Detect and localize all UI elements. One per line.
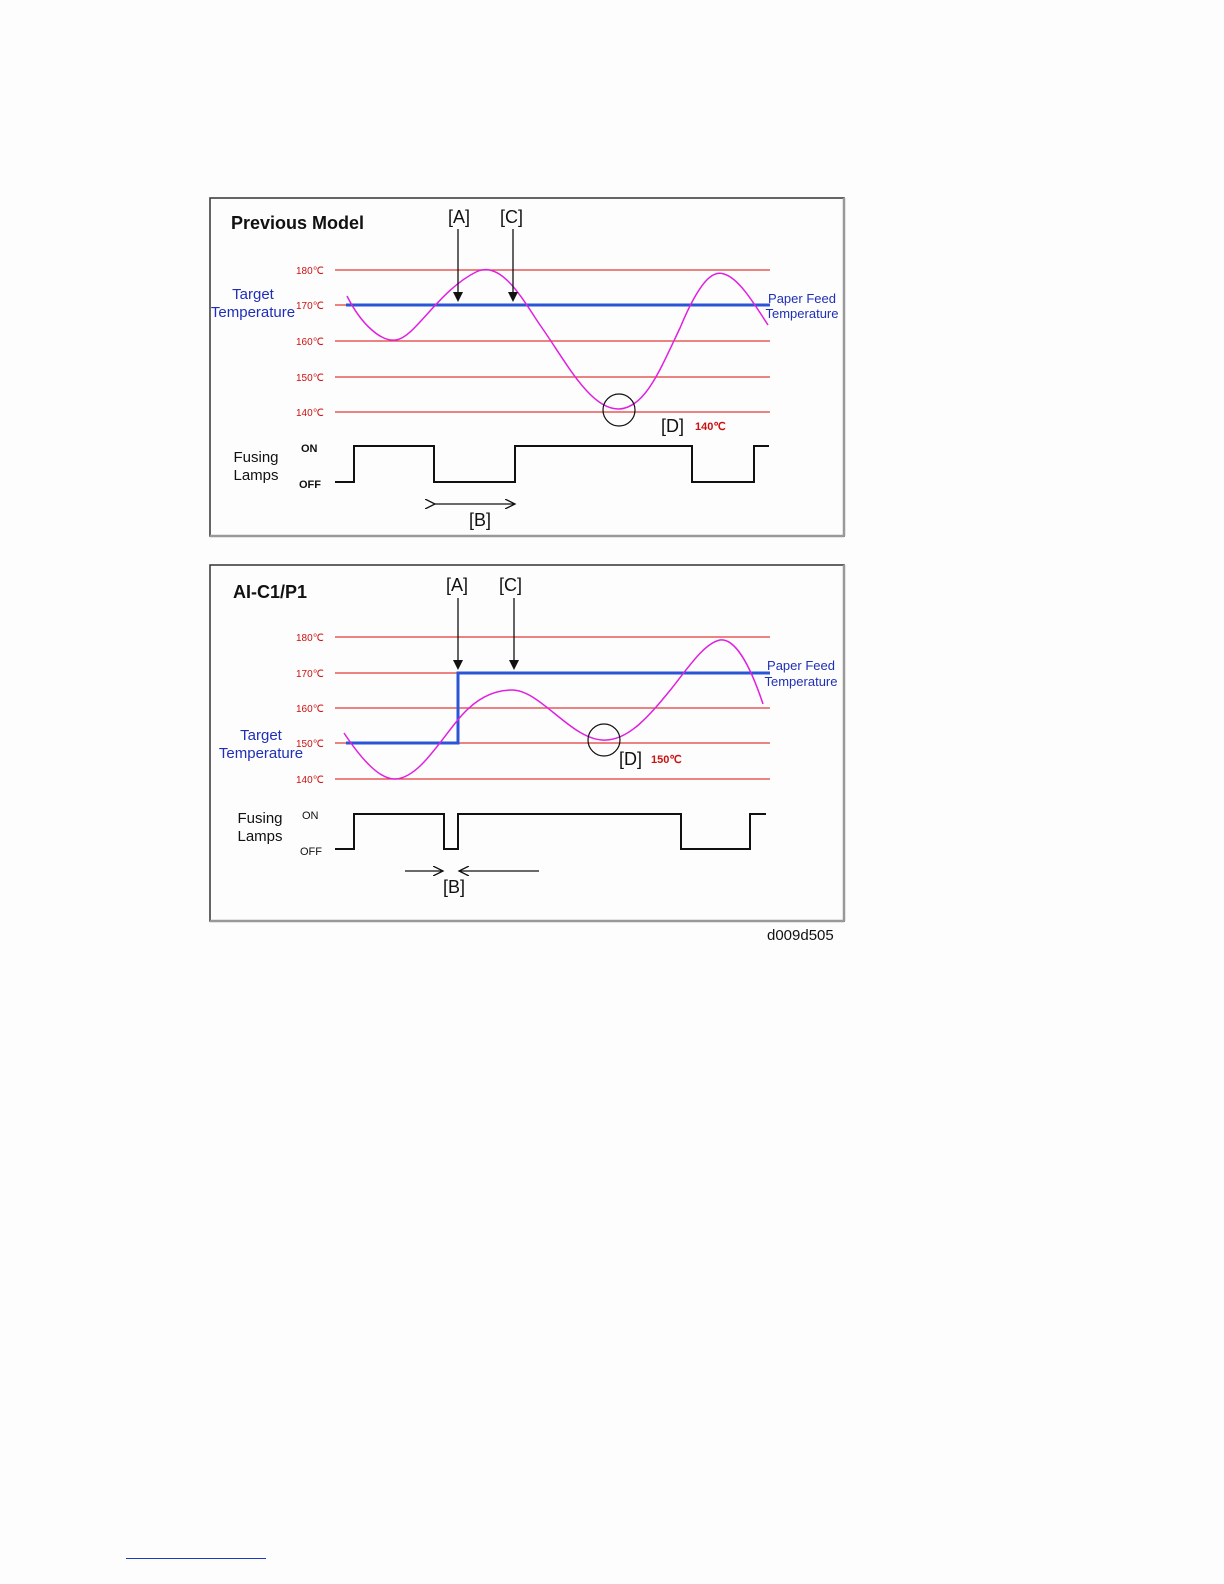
- lamp-on-label: ON: [302, 810, 319, 822]
- marker-a: [A]: [448, 207, 471, 227]
- marker-b: [B]: [443, 877, 466, 897]
- diagram-code: d009d505: [767, 927, 834, 944]
- paper-feed-label-line1: Paper Feed: [767, 658, 835, 673]
- panel-title: AI-C1/P1: [233, 582, 308, 602]
- target-label-line1: Target: [240, 727, 282, 744]
- fusing-lamps-label-line1: Fusing: [237, 810, 283, 827]
- target-label-line1: Target: [232, 286, 274, 303]
- lamp-off-label: OFF: [299, 479, 321, 491]
- panel-previous-model: [210, 198, 844, 536]
- paper-feed-label-line2: Temperature: [764, 674, 838, 689]
- marker-c: [C]: [500, 207, 524, 227]
- temp-tick-170: 170℃: [296, 301, 324, 312]
- target-label-line2: Temperature: [218, 745, 304, 762]
- marker-d-temperature: 140℃: [695, 421, 726, 433]
- temp-tick-140: 140℃: [296, 775, 324, 786]
- fusing-lamps-label-line2: Lamps: [233, 467, 279, 484]
- marker-d-temperature: 150℃: [651, 754, 682, 766]
- marker-a: [A]: [446, 575, 469, 595]
- marker-d: [D]: [619, 749, 643, 769]
- marker-d: [D]: [661, 416, 685, 436]
- footer-rule: [126, 1558, 266, 1559]
- lamp-off-label: OFF: [300, 846, 322, 858]
- temp-tick-150: 150℃: [296, 373, 324, 384]
- fusing-lamps-label-line2: Lamps: [237, 828, 283, 845]
- paper-feed-label-line2: Temperature: [765, 306, 839, 321]
- temp-tick-140: 140℃: [296, 408, 324, 419]
- panel-title: Previous Model: [231, 213, 365, 233]
- temp-tick-170: 170℃: [296, 669, 324, 680]
- temp-tick-180: 180℃: [296, 633, 324, 644]
- marker-c: [C]: [499, 575, 523, 595]
- target-label-line2: Temperature: [210, 304, 296, 321]
- panel-ai-c1-p1: [210, 565, 844, 921]
- temp-tick-160: 160℃: [296, 704, 324, 715]
- fusing-lamps-label-line1: Fusing: [233, 449, 279, 466]
- lamp-on-label: ON: [301, 443, 318, 455]
- marker-b: [B]: [469, 510, 492, 530]
- temp-tick-180: 180℃: [296, 266, 324, 277]
- paper-feed-label-line1: Paper Feed: [768, 291, 836, 306]
- temp-tick-160: 160℃: [296, 337, 324, 348]
- temp-tick-150: 150℃: [296, 739, 324, 750]
